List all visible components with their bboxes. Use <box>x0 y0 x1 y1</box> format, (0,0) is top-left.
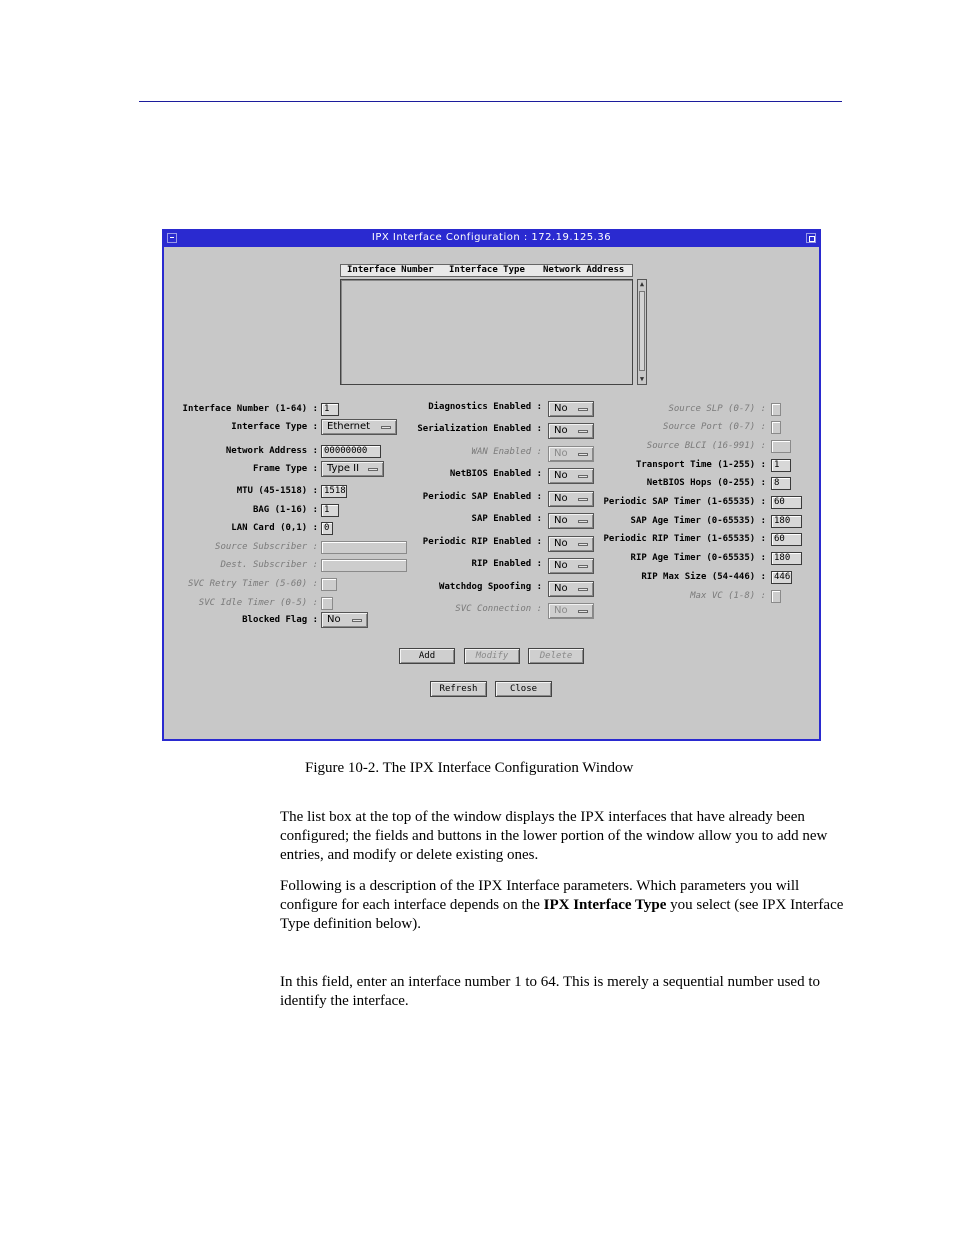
chevron-down-icon <box>578 610 588 613</box>
periodic-rip-enabled-label: Periodic RIP Enabled : <box>422 537 542 547</box>
dest-subscriber-input[interactable] <box>321 559 407 572</box>
periodic-sap-timer-label: Periodic SAP Timer (1-65535) : <box>603 497 766 507</box>
svc-connection-dropdown-value: No <box>554 605 568 616</box>
netbios-hops-label: NetBIOS Hops (0-255) : <box>646 478 766 488</box>
svc-retry-timer-label: SVC Retry Timer (5-60) : <box>187 579 318 589</box>
blocked-flag-dropdown[interactable] <box>321 612 368 628</box>
chevron-down-icon <box>352 619 362 622</box>
header-network-address: Network Address <box>543 265 625 275</box>
chevron-down-icon <box>578 408 588 411</box>
source-port-label: Source Port (0-7) : <box>663 422 766 432</box>
bag-label: BAG (1-16) : <box>252 505 318 515</box>
source-port-input[interactable] <box>771 421 781 434</box>
periodic-sap-enabled-label: Periodic SAP Enabled : <box>422 492 542 502</box>
blocked-flag-dropdown-value: No <box>327 614 341 625</box>
netbios-hops-input[interactable]: 8 <box>771 477 791 490</box>
chevron-down-icon <box>381 426 391 429</box>
serialization-enabled-dropdown[interactable] <box>548 423 594 439</box>
blocked-flag-label: Blocked Flag : <box>242 615 318 625</box>
svc-connection-dropdown[interactable] <box>548 603 594 619</box>
watchdog-spoofing-dropdown[interactable] <box>548 581 594 597</box>
chevron-down-icon <box>578 543 588 546</box>
periodic-rip-enabled-dropdown[interactable] <box>548 536 594 552</box>
svc-idle-timer-label: SVC Idle Timer (0-5) : <box>198 598 318 608</box>
add-button[interactable]: Add <box>399 648 455 664</box>
window-maximize-icon[interactable] <box>806 233 816 243</box>
wan-enabled-label: WAN Enabled : <box>471 447 542 457</box>
sap-enabled-dropdown[interactable] <box>548 513 594 529</box>
rip-enabled-label: RIP Enabled : <box>471 559 542 569</box>
interface-list-scrollbar[interactable] <box>637 279 647 385</box>
source-slp-input[interactable] <box>771 403 781 416</box>
source-subscriber-label: Source Subscriber : <box>215 542 318 552</box>
interface-type-dropdown-value: Ethernet <box>327 421 371 432</box>
wan-enabled-dropdown[interactable] <box>548 446 594 462</box>
mtu-label: MTU (45-1518) : <box>236 486 318 496</box>
ipx-interface-type-term: IPX Interface Type <box>543 897 667 913</box>
source-blci-label: Source BLCI (16-991) : <box>646 441 766 451</box>
rip-age-timer-input[interactable]: 180 <box>771 552 802 565</box>
svc-idle-timer-input[interactable] <box>321 597 333 610</box>
transport-time-label: Transport Time (1-255) : <box>635 460 766 470</box>
chevron-down-icon <box>578 520 588 523</box>
sap-age-timer-input[interactable]: 180 <box>771 515 802 528</box>
interface-type-dropdown[interactable] <box>321 419 397 435</box>
rip-enabled-dropdown[interactable] <box>548 558 594 574</box>
sap-enabled-label: SAP Enabled : <box>471 514 542 524</box>
chevron-down-icon <box>578 453 588 456</box>
network-address-label: Network Address : <box>225 446 318 456</box>
periodic-sap-enabled-dropdown[interactable] <box>548 491 594 507</box>
diagnostics-enabled-dropdown[interactable] <box>548 401 594 417</box>
netbios-enabled-label: NetBIOS Enabled : <box>449 469 542 479</box>
scroll-up-icon[interactable]: ▲ <box>639 280 645 288</box>
max-vc-label: Max VC (1-8) : <box>690 591 766 601</box>
chevron-down-icon <box>578 430 588 433</box>
chevron-down-icon <box>578 475 588 478</box>
paragraph-parameters <box>280 877 846 934</box>
interface-number-input[interactable]: 1 <box>321 403 339 416</box>
diagnostics-enabled-dropdown-value: No <box>554 403 568 414</box>
lan-card-input[interactable]: 0 <box>321 522 333 535</box>
netbios-enabled-dropdown[interactable] <box>548 468 594 484</box>
rip-max-size-input[interactable]: 446 <box>771 571 792 584</box>
window-title: IPX Interface Configuration : 172.19.125.36 <box>371 232 612 243</box>
modify-button[interactable]: Modify <box>464 648 520 664</box>
periodic-sap-enabled-dropdown-value: No <box>554 493 568 504</box>
serialization-enabled-dropdown-value: No <box>554 425 568 436</box>
bag-input[interactable]: 1 <box>321 504 339 517</box>
chevron-down-icon <box>578 498 588 501</box>
periodic-rip-enabled-dropdown-value: No <box>554 538 568 549</box>
watchdog-spoofing-label: Watchdog Spoofing : <box>439 582 542 592</box>
frame-type-dropdown[interactable] <box>321 461 384 477</box>
watchdog-spoofing-dropdown-value: No <box>554 583 568 594</box>
interface-type-label: Interface Type : <box>231 422 318 432</box>
interface-list[interactable] <box>340 279 633 385</box>
periodic-sap-timer-input[interactable]: 60 <box>771 496 802 509</box>
lan-card-label: LAN Card (0,1) : <box>231 523 318 533</box>
scroll-down-icon[interactable]: ▼ <box>639 375 645 383</box>
chevron-down-icon <box>578 565 588 568</box>
source-blci-input[interactable] <box>771 440 791 453</box>
source-subscriber-input[interactable] <box>321 541 407 554</box>
scroll-thumb[interactable] <box>639 291 645 371</box>
header-rule <box>139 101 842 102</box>
paragraph-interface-number: In this field, enter an interface number 1 to 64. This is merely a sequential number used to identify the interface. <box>280 974 820 1009</box>
max-vc-input[interactable] <box>771 590 781 603</box>
refresh-button[interactable]: Refresh <box>430 681 487 697</box>
rip-enabled-dropdown-value: No <box>554 560 568 571</box>
dest-subscriber-label: Dest. Subscriber : <box>220 560 318 570</box>
periodic-rip-timer-label: Periodic RIP Timer (1-65535) : <box>603 534 766 544</box>
paragraph-parameters-pre: Following is a description of the IPX Interface parameters. Which parameters you will configure for each interface depends on the <box>280 878 800 913</box>
wan-enabled-dropdown-value: No <box>554 448 568 459</box>
header-interface-type: Interface Type <box>449 265 525 275</box>
close-button[interactable]: Close <box>495 681 552 697</box>
window-titlebar[interactable] <box>164 231 819 247</box>
frame-type-label: Frame Type : <box>252 464 318 474</box>
chevron-down-icon <box>368 468 378 471</box>
netbios-enabled-dropdown-value: No <box>554 470 568 481</box>
serialization-enabled-label: Serialization Enabled : <box>417 424 542 434</box>
frame-type-dropdown-value: Type II <box>327 463 360 474</box>
transport-time-input[interactable]: 1 <box>771 459 791 472</box>
source-slp-label: Source SLP (0-7) : <box>668 404 766 414</box>
delete-button[interactable]: Delete <box>528 648 584 664</box>
ipx-interface-config-window <box>162 229 821 741</box>
diagnostics-enabled-label: Diagnostics Enabled : <box>428 402 542 412</box>
network-address-input[interactable]: 00000000 <box>321 445 381 458</box>
rip-max-size-label: RIP Max Size (54-446) : <box>641 572 766 582</box>
svc-connection-label: SVC Connection : <box>455 604 542 614</box>
chevron-down-icon <box>578 588 588 591</box>
paragraph-list-box: The list box at the top of the window displays the IPX interfaces that have already been configured; the fields and buttons in the lower portion of the window allow you to add new entries, and modify or delete existing ones. <box>280 809 828 863</box>
sap-enabled-dropdown-value: No <box>554 515 568 526</box>
svc-retry-timer-input[interactable] <box>321 578 337 591</box>
figure-caption: Figure 10-2. The IPX Interface Configuration Window <box>305 760 634 776</box>
periodic-rip-timer-input[interactable]: 60 <box>771 533 802 546</box>
rip-age-timer-label: RIP Age Timer (0-65535) : <box>630 553 766 563</box>
header-interface-number: Interface Number <box>347 265 434 275</box>
interface-list-header <box>340 264 633 277</box>
mtu-input[interactable]: 1518 <box>321 485 347 498</box>
sap-age-timer-label: SAP Age Timer (0-65535) : <box>630 516 766 526</box>
interface-number-label: Interface Number (1-64) : <box>182 404 318 414</box>
paragraph-parameters-post: you select (see IPX Interface Type definition below). <box>280 897 844 932</box>
